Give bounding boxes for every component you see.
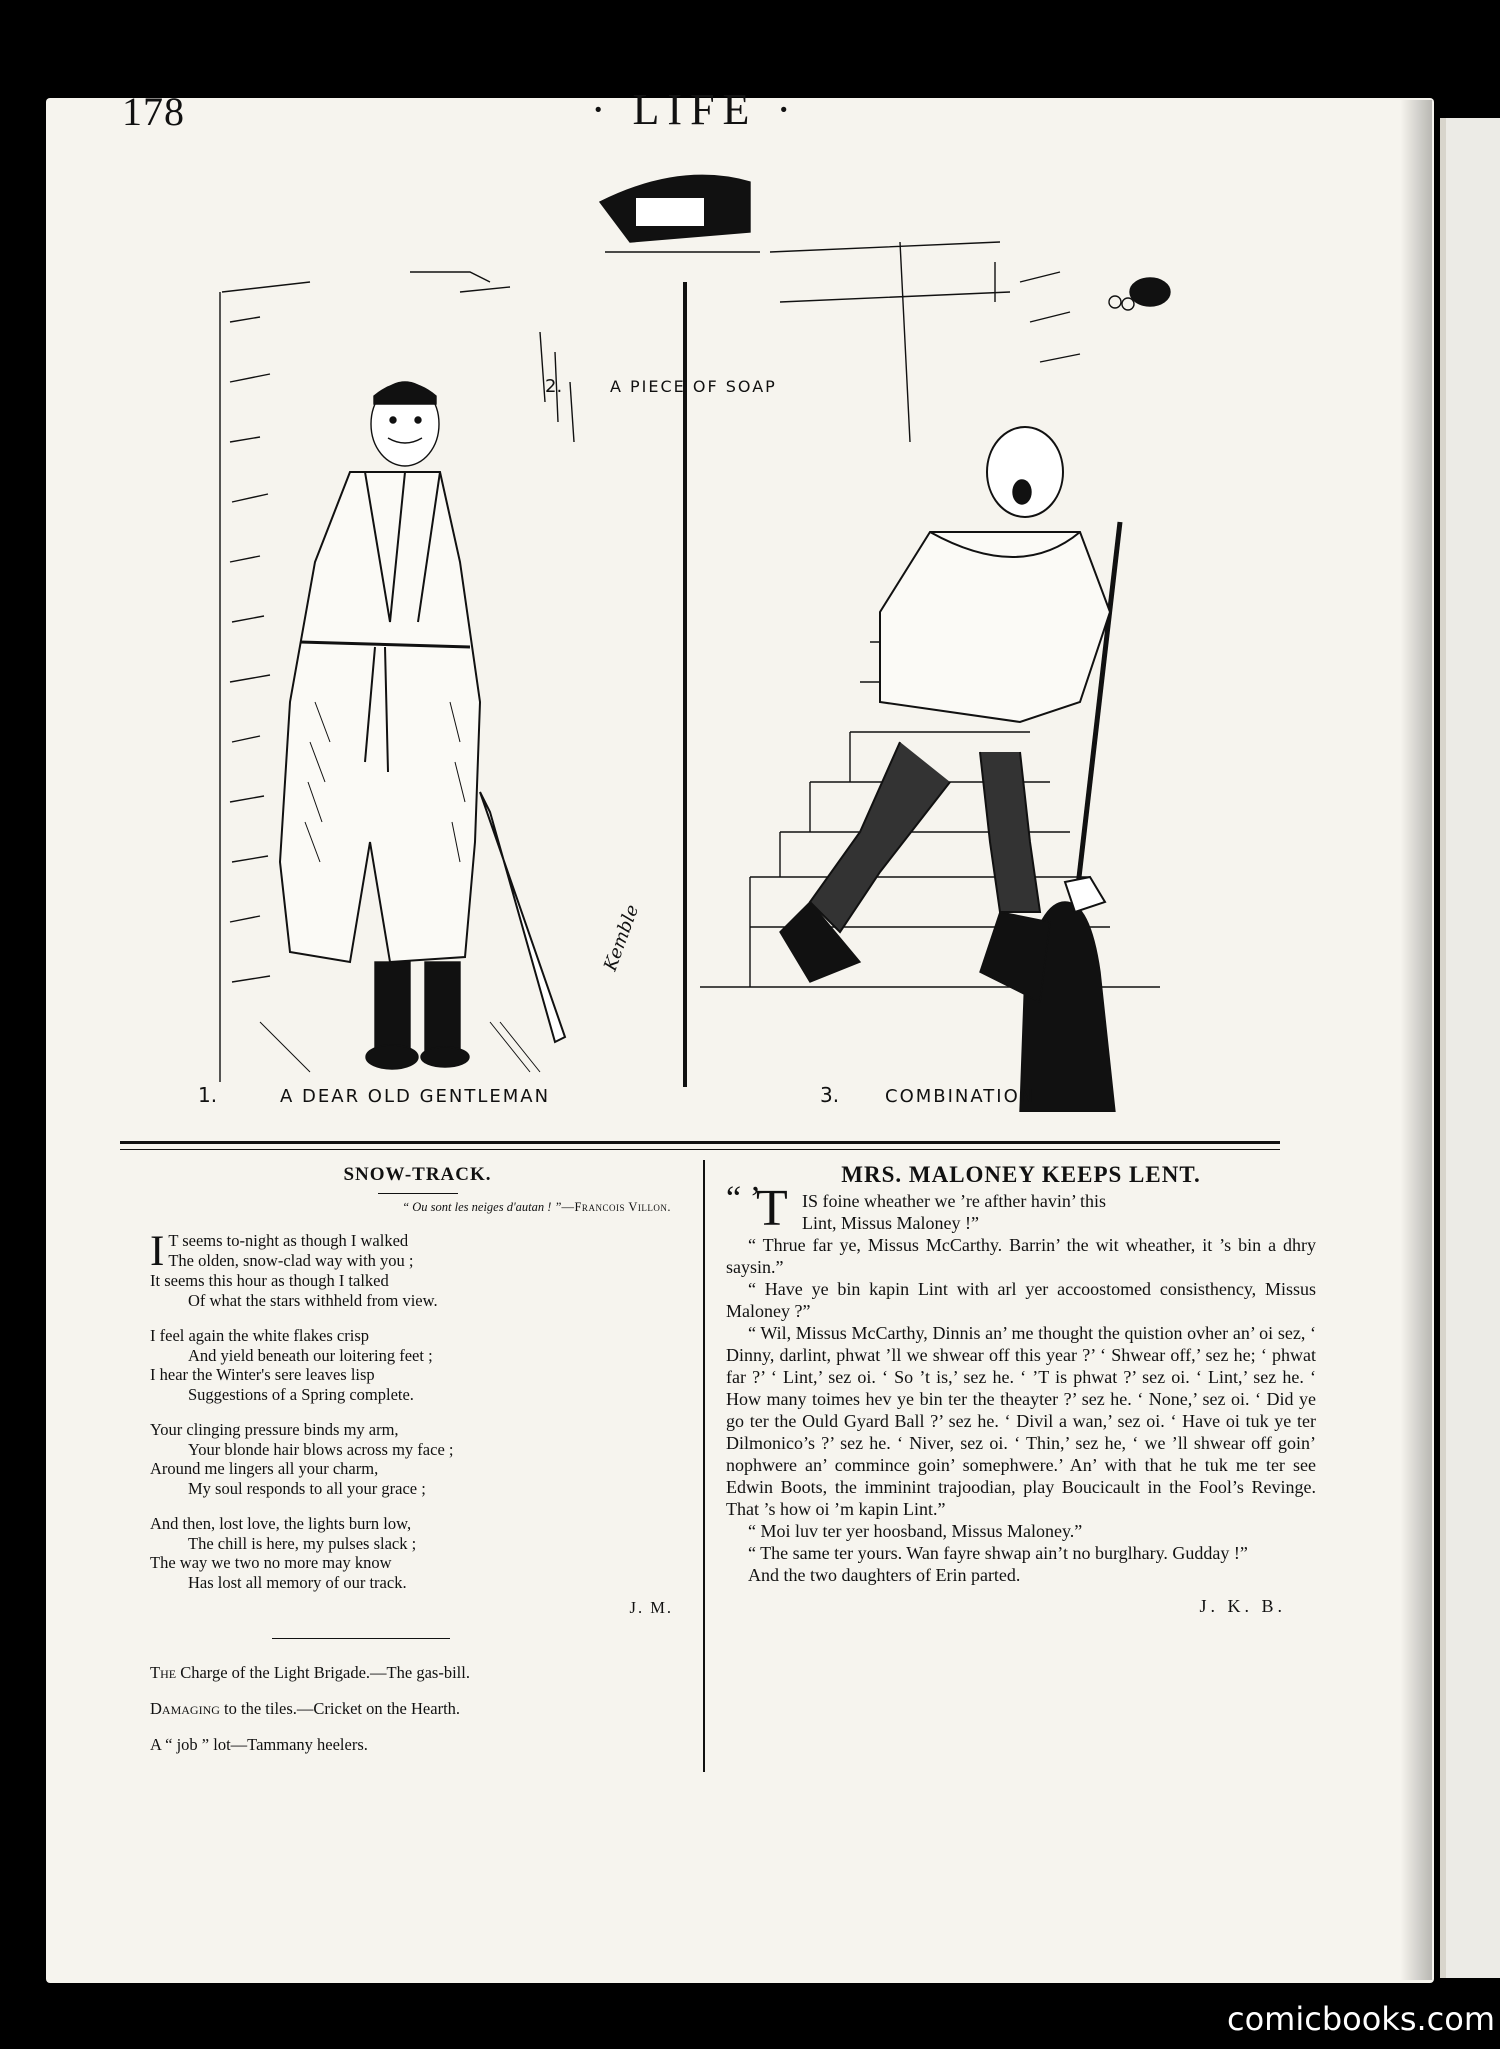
poem-line: Suggestions of a Spring complete. xyxy=(188,1384,414,1404)
section-rule-thick xyxy=(120,1141,1280,1144)
poem-line: The way we two no more may know xyxy=(150,1553,392,1572)
quip-lead: The xyxy=(150,1663,177,1682)
poem-title-rule xyxy=(378,1193,458,1194)
cartoon-illustration xyxy=(160,142,1260,1112)
story-paragraph: “ Moi luv ter yer hoosband, Missus Maloney.” xyxy=(748,1521,1083,1541)
caption-3-text: COMBINATION xyxy=(885,1086,1036,1107)
story-paragraph: And the two daughters of Erin parted. xyxy=(748,1565,1021,1585)
caption-1-number: 1. xyxy=(198,1083,218,1107)
quip-text: to the tiles.—Cricket on the Hearth. xyxy=(219,1699,461,1718)
quip-text: —Tammany heelers. xyxy=(230,1735,368,1754)
poem-line: Of what the stars withheld from view. xyxy=(188,1290,438,1310)
column-divider xyxy=(703,1160,705,1772)
right-column xyxy=(726,1162,1316,1617)
poem-line: Around me lingers all your charm, xyxy=(150,1459,379,1478)
poem-line: My soul responds to all your grace ; xyxy=(188,1478,426,1498)
epigraph-quote: “ Ou sont les neiges d'autan ! ” xyxy=(402,1200,562,1214)
epigraph-author: —Francois Villon. xyxy=(561,1200,671,1214)
panel-3-drawing xyxy=(700,242,1170,1112)
poem-line: Your clinging pressure binds my arm, xyxy=(150,1420,399,1439)
quip-item xyxy=(150,1699,685,1719)
caption-2-number: 2. xyxy=(545,376,563,397)
story-paragraph: IS foine wheather we ’re afther havin’ this xyxy=(802,1191,1107,1211)
artist-signature: Kemble xyxy=(599,902,644,974)
site-watermark: comicbooks.com xyxy=(1226,2000,1495,2038)
poem-signoff: J. M. xyxy=(629,1598,673,1617)
poem-line: T seems to-night as though I walked xyxy=(168,1231,409,1250)
poem-line: I hear the Winter's sere leaves lisp xyxy=(150,1365,375,1384)
left-column xyxy=(150,1160,685,1771)
story-paragraph: “ Wil, Missus McCarthy, Dinnis an’ me thought the quistion ovher an’ oi sez, ‘ Dinny, darlint, phwat ’ll we shwear off this year ?’ ‘ Shwear off,’ sez he; ‘ phwat far ?’ ‘ Lint,’ sez oi. ‘ So ’t is,’ sez he. ‘ ’T is phwat ?’ sez oi. ‘ Lint,’ sez he. ‘ How many toimes hev ye bin ter the theayter ?’ sez he. ‘ None,’ sez oi. ‘ Did ye go ter the Ould Gyard Ball ?’ sez he. ‘ Divil a wan,’ sez oi. ‘ Have oi tuk ye ter Dilmonico’s ?’ sez he. ‘ Niver, sez oi. ‘ Thin,’ sez he, ‘ we ’ll shwear off goin’ nophwere an’ commince goin’ somephwere.’ An’ with that he tuk me ter see Edwin Boots, the imminint trajoodian, play Boucicault in the Fool’s Revinge. That ’s how oi ’m kapin Lint.” xyxy=(726,1323,1316,1519)
poem-line: The chill is here, my pulses slack ; xyxy=(188,1533,417,1553)
story-open-quote: “ ’ xyxy=(726,1180,761,1217)
poem-line: The olden, snow-clad way with you ; xyxy=(168,1250,414,1270)
story-paragraph: “ Thrue far ye, Missus McCarthy. Barrin’ the wit wheather, it ’s bin a dhry saysin.” xyxy=(726,1235,1316,1277)
story-opening xyxy=(726,1180,1316,1237)
story-title: MRS. MALONEY KEEPS LENT. xyxy=(841,1162,1201,1187)
page-gutter-shadow xyxy=(1400,100,1432,1980)
panel-1-drawing xyxy=(220,175,760,1082)
quip-lead: Damaging xyxy=(150,1699,220,1718)
story-signoff: J. K. B. xyxy=(1199,1596,1286,1616)
page-number: 178 xyxy=(122,89,185,134)
poem-line: And yield beneath our loitering feet ; xyxy=(188,1345,433,1365)
poem-line: Has lost all memory of our track. xyxy=(188,1572,407,1592)
poem-epigraph xyxy=(150,1200,685,1215)
poem-stanza-1 xyxy=(150,1228,685,1310)
story-paragraph: “ Have ye bin kapin Lint with arl yer accoostomed consisthency, Missus Maloney ?” xyxy=(726,1279,1316,1321)
poem-line: And then, lost love, the lights burn low, xyxy=(150,1514,412,1533)
caption-1-text: A DEAR OLD GENTLEMAN xyxy=(280,1086,551,1107)
story-paragraph: Lint, Missus Maloney !” xyxy=(802,1213,979,1233)
poem-line: Your blonde hair blows across my face ; xyxy=(188,1439,454,1459)
section-rule-thin xyxy=(120,1149,1280,1150)
quip-lead: A “ job ” lot xyxy=(150,1735,231,1754)
adjacent-page-edge xyxy=(1440,118,1500,1978)
poem-stanza-3 xyxy=(150,1420,685,1498)
caption-3-number: 3. xyxy=(820,1083,840,1107)
poem-stanza-4 xyxy=(150,1514,685,1592)
separator-rule xyxy=(272,1638,450,1639)
poem-line: I feel again the white flakes crisp xyxy=(150,1326,369,1345)
story-dropcap: T xyxy=(756,1180,788,1237)
quip-item xyxy=(150,1735,685,1755)
poem-stanza-2 xyxy=(150,1326,685,1404)
poem-title: SNOW-TRACK. xyxy=(343,1164,492,1185)
story-paragraph: “ The same ter yours. Wan fayre shwap ain’t no burglhary. Gudday !” xyxy=(748,1543,1248,1563)
quip-item xyxy=(150,1663,685,1683)
caption-2-text: A PIECE OF SOAP xyxy=(610,377,777,396)
quip-text: Charge of the Light Brigade.—The gas-bill. xyxy=(176,1663,470,1682)
poem-line: It seems this hour as though I talked xyxy=(150,1271,389,1290)
poem-dropcap: I xyxy=(150,1228,165,1275)
masthead-title: · LIFE · xyxy=(590,85,800,134)
